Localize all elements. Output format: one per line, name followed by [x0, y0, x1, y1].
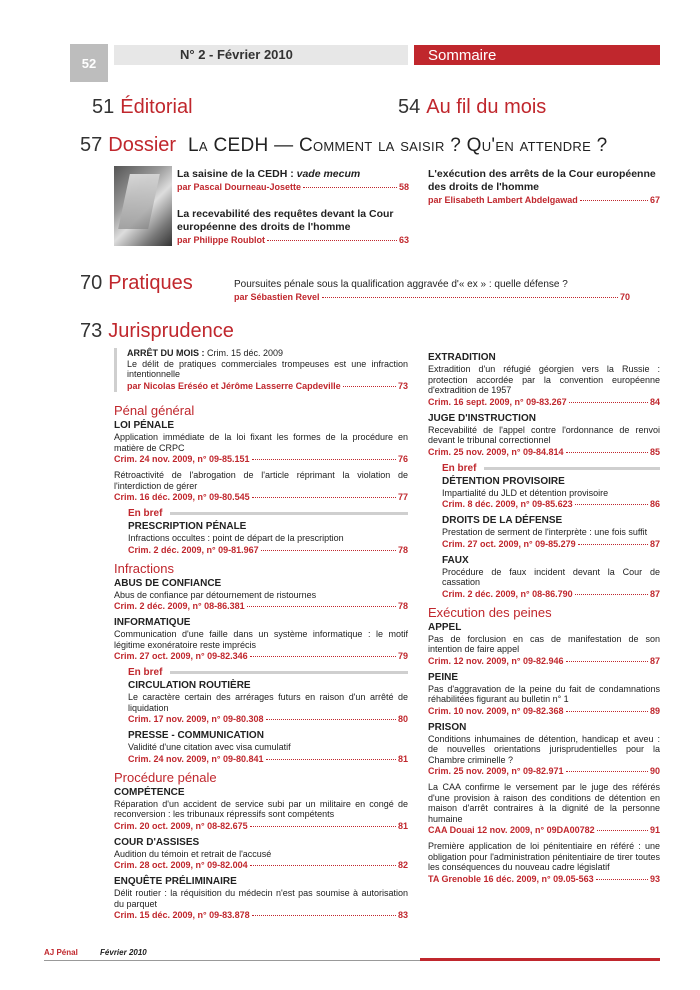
case-citation: Crim. 27 oct. 2009, n° 09-85.279 — [442, 538, 576, 549]
case-summary: Impartialité du JLD et détention provisoire — [442, 487, 609, 498]
article-page: 63 — [398, 235, 409, 245]
case-reference — [442, 498, 660, 510]
pratiques-label: Pratiques — [108, 272, 193, 294]
juris-right-column — [428, 350, 660, 890]
case-summary: Infractions occultes : point de départ de la prescription — [128, 533, 344, 543]
en-bref-text: En bref — [128, 667, 163, 678]
case-entry[interactable] — [114, 521, 408, 556]
article-author: par Sébastien Revel — [234, 292, 320, 302]
footer — [44, 948, 660, 957]
pratiques-article[interactable] — [234, 278, 630, 303]
case-reference — [114, 600, 408, 612]
case-page: 93 — [649, 873, 660, 884]
article-page: 67 — [649, 195, 660, 205]
case-category: PEINE — [428, 671, 459, 683]
case-page: 77 — [397, 492, 408, 502]
article-page: 70 — [619, 292, 630, 302]
case-page: 86 — [649, 499, 660, 509]
article-title-em: vade mecum — [296, 168, 361, 180]
arret-page: 73 — [397, 380, 408, 391]
article-author: par Elisabeth Lambert Abdelgawad — [428, 195, 578, 205]
case-summary: Rétroactivité de l'abrogation de l'article réprimant la violation de l'interdiction de gérer — [114, 470, 408, 491]
case-reference — [428, 824, 660, 836]
case-page: 84 — [649, 396, 660, 407]
footer-journal: AJ Pénal — [44, 948, 78, 957]
case-entry[interactable] — [428, 476, 660, 511]
case-entry[interactable] — [114, 578, 408, 613]
case-page: 87 — [649, 588, 660, 599]
en-bref-text: En bref — [128, 508, 163, 519]
case-category: PRESCRIPTION PÉNALE — [128, 521, 247, 532]
case-summary: Délit routier : la réquisition du médecin n'est pas soumise à autorisation du parquet — [114, 888, 408, 909]
case-summary: Pas de forclusion en cas de manifestation de son intention de faire appel — [428, 633, 660, 654]
case-entry[interactable] — [114, 420, 408, 465]
case-reference — [114, 909, 408, 921]
case-page: 76 — [397, 454, 408, 464]
case-reference — [428, 873, 660, 885]
case-reference — [442, 538, 660, 550]
case-category: FAUX — [442, 554, 469, 566]
case-page: 91 — [649, 825, 660, 835]
case-entry[interactable] — [428, 413, 660, 458]
case-summary: Procédure de faux incident devant la Cour de cassation — [442, 566, 660, 587]
dossier-heading[interactable] — [80, 134, 608, 157]
case-entry[interactable] — [114, 617, 408, 662]
section-title: Sommaire — [414, 45, 660, 65]
case-entry[interactable] — [428, 352, 660, 408]
case-entry[interactable] — [428, 841, 660, 885]
case-page: 80 — [397, 714, 408, 724]
case-category: PRISON — [428, 721, 467, 733]
case-citation: Crim. 25 nov. 2009, n° 09-84.814 — [428, 446, 564, 457]
case-page: 81 — [397, 820, 408, 831]
article-title: L'exécution des arrêts de la Cour européenne des droits de l'homme — [428, 168, 656, 193]
editorial-heading[interactable] — [92, 96, 193, 119]
case-entry[interactable] — [428, 622, 660, 667]
fil-heading[interactable] — [398, 96, 546, 119]
case-reference — [128, 544, 408, 556]
editorial-title: Éditorial — [120, 96, 193, 118]
subsection-heading: Exécution des peines — [428, 604, 552, 620]
fil-title: Au fil du mois — [426, 96, 547, 118]
dossier-article-3[interactable] — [428, 168, 660, 206]
case-citation: Crim. 2 déc. 2009, n° 09-81.967 — [128, 544, 259, 555]
case-citation: Crim. 27 oct. 2009, n° 09-82.346 — [114, 651, 248, 661]
case-summary: Application immédiate de la loi fixant les formes de la procédure en matière de CRPC — [114, 432, 408, 453]
case-citation: Crim. 24 nov. 2009, n° 09-80.841 — [128, 753, 264, 764]
case-category: EXTRADITION — [428, 352, 496, 363]
case-summary: Recevabilité de l'appel contre l'ordonnance de renvoi devant le tribunal correctionnel — [428, 424, 660, 445]
case-citation: CAA Douai 12 nov. 2009, n° 09DA00782 — [428, 825, 595, 835]
en-bref-label — [428, 463, 660, 474]
case-entry[interactable] — [114, 470, 408, 503]
case-category: ENQUÊTE PRÉLIMINAIRE — [114, 876, 237, 887]
case-page: 83 — [397, 910, 408, 920]
case-citation: Crim. 17 nov. 2009, n° 09-80.308 — [128, 714, 264, 724]
case-reference — [428, 396, 660, 408]
case-citation: Crim. 16 déc. 2009, n° 09-80.545 — [114, 492, 250, 502]
case-category: COUR D'ASSISES — [114, 836, 200, 848]
dossier-label: Dossier — [108, 134, 177, 156]
pratiques-heading[interactable] — [80, 272, 193, 295]
case-entry[interactable] — [428, 672, 660, 717]
arret-du-mois[interactable] — [114, 348, 408, 392]
case-page: 89 — [649, 705, 660, 716]
case-category: CIRCULATION ROUTIÈRE — [128, 680, 251, 691]
case-category: COMPÉTENCE — [114, 786, 185, 798]
case-summary: Première application de loi pénitentiaire en référé : une obligation pour l'administration pénitentiaire de tirer toutes les conséquences du nouveau cadre législatif — [428, 841, 660, 872]
case-page: 78 — [397, 601, 408, 611]
case-citation: TA Grenoble 16 déc. 2009, n° 09.05-563 — [428, 873, 594, 884]
case-summary: Audition du témoin et retrait de l'accusé — [114, 848, 272, 859]
dossier-photo — [114, 166, 172, 246]
case-summary: Abus de confiance par détournement de ristournes — [114, 589, 317, 600]
case-page: 90 — [649, 766, 660, 776]
case-entry[interactable] — [114, 787, 408, 832]
arret-author: par Nicolas Eréséo et Jérôme Lasserre Capdeville — [127, 380, 341, 391]
case-reference — [428, 705, 660, 717]
case-category: APPEL — [428, 621, 462, 633]
case-citation: Crim. 2 déc. 2009, n° 08-86.790 — [442, 588, 573, 599]
case-category: PRESSE - COMMUNICATION — [128, 730, 264, 741]
case-summary: Pas d'aggravation de la peine du fait de condamnations réhabilitées figurant au bulletin n° 1 — [428, 683, 660, 704]
case-page: 87 — [649, 655, 660, 666]
subsection-heading: Infractions — [114, 560, 174, 576]
case-reference — [114, 859, 408, 871]
dossier-title: La CEDH — Comment la saisir ? Qu'en attendre ? — [188, 135, 608, 156]
juris-left-column — [114, 400, 408, 926]
case-citation: Crim. 15 déc. 2009, n° 09-83.878 — [114, 910, 250, 920]
case-citation: Crim. 28 oct. 2009, n° 09-82.004 — [114, 860, 248, 870]
case-reference — [114, 453, 408, 465]
page-number: 52 — [70, 44, 108, 82]
case-reference — [114, 820, 408, 832]
en-bref-label — [114, 508, 408, 519]
case-category: INFORMATIQUE — [114, 617, 191, 628]
case-citation: Crim. 8 déc. 2009, n° 09-85.623 — [442, 499, 573, 509]
subsection-heading: Procédure pénale — [114, 769, 217, 785]
arret-text: Le délit de pratiques commerciales trompeuses est une infraction intentionnelle — [127, 358, 408, 379]
case-summary: Communication d'une faille dans un système informatique : le motif légitime exonératoire reste imprécis — [114, 629, 408, 650]
issue-label: N° 2 - Février 2010 — [114, 45, 408, 65]
case-entry[interactable] — [428, 515, 660, 550]
juris-label: Jurisprudence — [108, 320, 234, 342]
fil-num: 54 — [398, 96, 421, 118]
case-entry[interactable] — [428, 555, 660, 600]
arret-head: ARRÊT DU MOIS : — [127, 348, 207, 358]
case-category: ABUS DE CONFIANCE — [114, 577, 222, 589]
en-bref-text: En bref — [442, 462, 477, 474]
case-entry[interactable] — [114, 876, 408, 921]
case-citation: Crim. 16 sept. 2009, n° 09-83.267 — [428, 396, 567, 407]
article-title: La recevabilité des requêtes devant la Cour européenne des droits de l'homme — [177, 208, 394, 233]
case-page: 82 — [397, 860, 408, 870]
case-category: DÉTENTION PROVISOIRE — [442, 475, 565, 487]
case-category: DROITS DE LA DÉFENSE — [442, 515, 563, 526]
case-reference — [442, 588, 660, 600]
editorial-num: 51 — [92, 96, 115, 118]
case-page: 81 — [397, 753, 408, 764]
subsection-heading: Pénal général — [114, 403, 195, 418]
footer-date: Février 2010 — [100, 948, 147, 957]
dossier-article-2[interactable] — [177, 208, 409, 246]
case-summary: Prestation de serment de l'interprète : une fois suffit — [442, 527, 648, 537]
article-title: La saisine de la CEDH : — [177, 168, 297, 180]
case-citation: Crim. 24 nov. 2009, n° 09-85.151 — [114, 454, 250, 464]
case-reference — [128, 713, 408, 725]
case-citation: Crim. 12 nov. 2009, n° 09-82.946 — [428, 655, 564, 666]
case-citation: Crim. 10 nov. 2009, n° 09-82.368 — [428, 705, 564, 716]
case-citation: Crim. 2 déc. 2009, n° 08-86.381 — [114, 601, 245, 611]
case-summary: Réparation d'un accident de service subi par un militaire en congé de reconversion : les tribunaux répressifs sont compétents — [114, 798, 408, 819]
case-reference — [428, 446, 660, 458]
case-entry[interactable] — [428, 722, 660, 778]
case-category: LOI PÉNALE — [114, 420, 175, 431]
case-entry[interactable] — [428, 782, 660, 836]
case-reference — [428, 655, 660, 667]
case-citation: Crim. 20 oct. 2009, n° 08-82.675 — [114, 820, 248, 831]
case-reference — [114, 650, 408, 662]
case-summary: La CAA confirme le versement par le juge des référés d'une provision à raison des conditions de détention en maison d'arrêt contraires à la dignité de la personne humaine — [428, 782, 660, 824]
case-reference — [128, 753, 408, 765]
case-citation: Crim. 25 nov. 2009, n° 09-82.971 — [428, 766, 564, 776]
case-page: 79 — [397, 651, 408, 661]
article-author: par Philippe Roublot — [177, 235, 265, 245]
juris-num: 73 — [80, 320, 103, 342]
arret-date: Crim. 15 déc. 2009 — [207, 348, 284, 358]
case-summary: Le caractère certain des arrérages futurs en raison d'un arrêté de liquidation — [128, 692, 408, 713]
case-summary: Validité d'une citation avec visa cumulatif — [128, 742, 291, 752]
article-title: Poursuites pénale sous la qualification aggravée d'« ex » : quelle défense ? — [234, 279, 568, 290]
case-entry[interactable] — [114, 730, 408, 765]
case-reference — [428, 765, 660, 777]
pratiques-num: 70 — [80, 272, 103, 294]
juris-heading[interactable] — [80, 320, 234, 343]
case-page: 87 — [649, 538, 660, 549]
case-page: 78 — [397, 544, 408, 555]
case-entry[interactable] — [114, 680, 408, 725]
case-page: 85 — [649, 446, 660, 457]
case-category: JUGE D'INSTRUCTION — [428, 412, 536, 424]
case-entry[interactable] — [114, 837, 408, 872]
en-bref-label — [114, 667, 408, 678]
article-page: 58 — [398, 182, 409, 192]
case-reference — [114, 491, 408, 503]
article-author: par Pascal Dourneau-Josette — [177, 182, 302, 192]
case-summary: Extradition d'un réfugié géorgien vers la Russie : protection accordée par la convention européenne d'extradition de 1957 — [428, 364, 660, 395]
dossier-article-1[interactable] — [177, 168, 409, 193]
dossier-num: 57 — [80, 134, 103, 156]
case-summary: Conditions inhumaines de détention, handicap et aveu : de nouvelles orientations jurisprudentielles pour la Chambre criminelle ? — [428, 733, 660, 765]
